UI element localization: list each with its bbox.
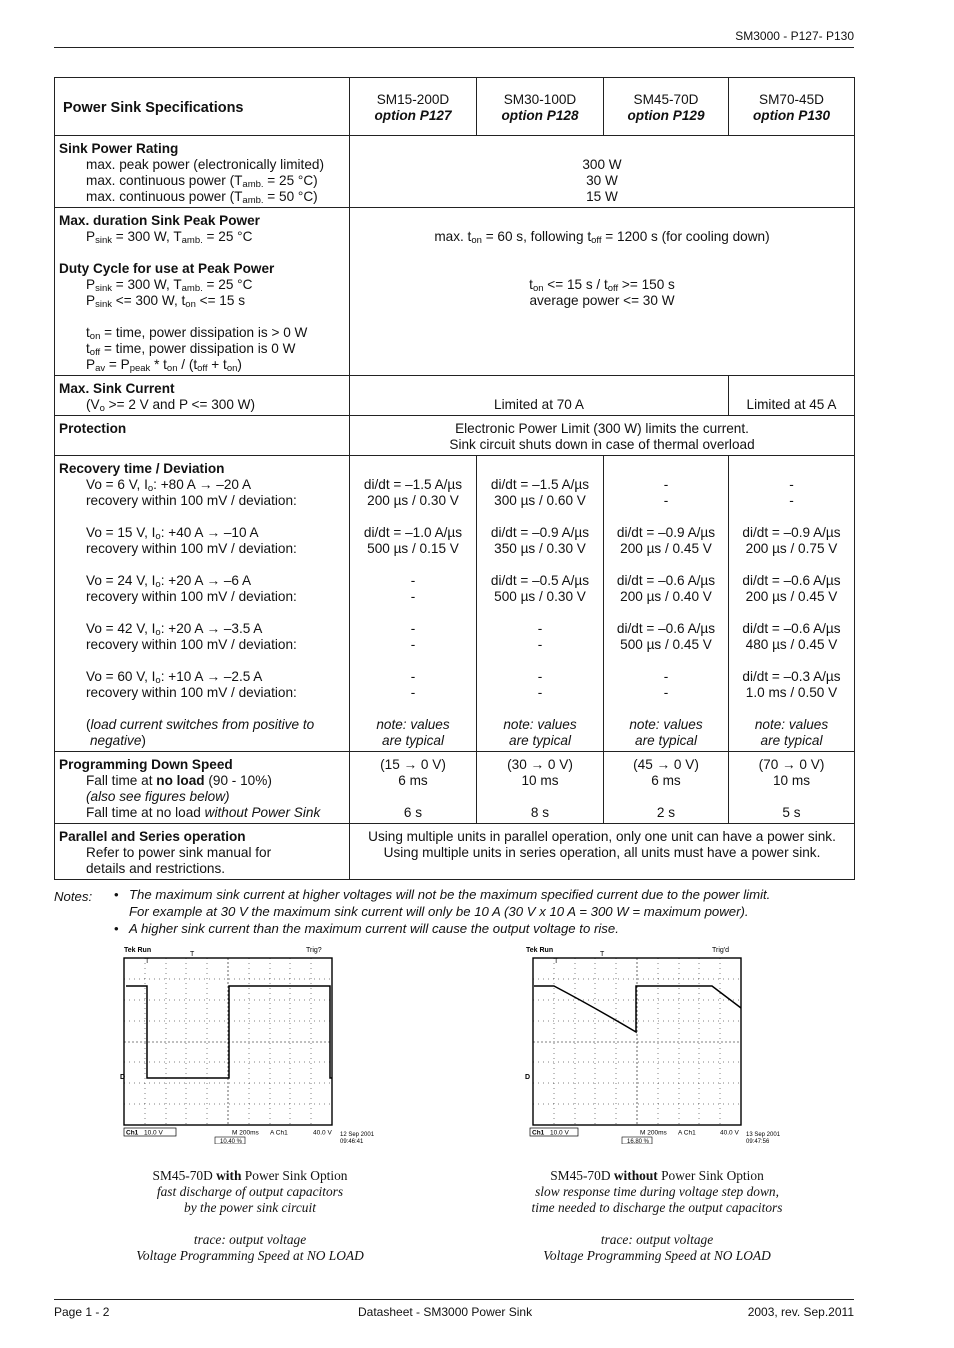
scope-timebase: M 200ms bbox=[640, 1129, 667, 1137]
caption-desc: slow response time during voltage step down, bbox=[535, 1184, 779, 1199]
model-header-p128 bbox=[477, 78, 604, 136]
model-header-p129 bbox=[604, 78, 729, 136]
model-option: option P129 bbox=[627, 108, 705, 123]
prog-speed-p130: (70 → 0 V) 10 ms 5 s bbox=[729, 752, 855, 824]
caption-trace: trace: output voltage bbox=[600, 1232, 714, 1247]
sink-power-row bbox=[55, 136, 855, 208]
recovery-sublabel: recovery within 100 mV / deviation: bbox=[86, 589, 297, 604]
svg-text:D: D bbox=[120, 1074, 126, 1081]
protection-values bbox=[350, 416, 855, 456]
cont-power-50-value: 15 W bbox=[586, 189, 618, 204]
peak-power-value: 300 W bbox=[582, 157, 622, 172]
cont-power-50-label: max. continuous power ($T_{amb.} = 50$ °C) bbox=[86, 189, 318, 206]
parallel-series-values bbox=[350, 824, 855, 880]
model-name: SM15-200D bbox=[376, 92, 450, 107]
sink-power-label bbox=[55, 136, 350, 208]
scope-status: Tek Run bbox=[526, 947, 554, 954]
recovery-p129: - - di/dt = –0.9 A/µs 200 µs / 0.45 V di/dt = –0.6 A/µs 200 µs / 0.40 V di/dt = –0.6 A/µs 500 µs / 0.45 V - - note: values are typical bbox=[604, 456, 729, 752]
protection-row bbox=[55, 416, 855, 456]
svg-text:T: T bbox=[145, 958, 150, 965]
document-reference: SM3000 - P127- P130 bbox=[735, 29, 854, 43]
recovery-p127: di/dt = –1.5 A/µs 200 µs / 0.30 V di/dt = –1.0 A/µs 500 µs / 0.15 V - - - - - - note: values are typical bbox=[350, 456, 477, 752]
peak-power-label: max. peak power (electronically limited) bbox=[86, 157, 324, 172]
protection-line: Sink circuit shuts down in case of thermal overload bbox=[449, 437, 755, 452]
recovery-condition: Vo = 6 V, $I_o$: +80 A → –20 A bbox=[86, 477, 252, 494]
protection-line: Electronic Power Limit (300 W) limits the current. bbox=[455, 421, 749, 436]
parallel-series-label bbox=[55, 824, 350, 880]
cont-power-25-value: 30 W bbox=[586, 173, 618, 188]
caption-title: SM45-70D without Power Sink Option bbox=[550, 1168, 764, 1183]
scope-caption-without-sink bbox=[497, 1168, 817, 1264]
model-option: option P128 bbox=[501, 108, 579, 123]
scope-screenshot-with-sink bbox=[120, 944, 378, 1144]
fall-time-noload: Fall time at no load (90 - 10%) bbox=[86, 773, 272, 788]
duty-value-2: average power <= 30 W bbox=[529, 293, 675, 308]
fall-time-without-sink: Fall time at no load without Power Sink bbox=[86, 805, 321, 820]
recovery-condition: Vo = 15 V, $I_o$: +40 A → –10 A bbox=[86, 525, 259, 542]
see-figures-note: (also see figures below) bbox=[86, 789, 230, 804]
parallel-desc: Refer to power sink manual for bbox=[86, 845, 272, 860]
max-current-condition: ($V_o >= 2$ V and P <= 300 W) bbox=[86, 397, 256, 414]
page-number: Page 1 - 2 bbox=[54, 1305, 110, 1319]
scope-trigger-status: Trig? bbox=[306, 947, 322, 954]
scope-trig-source: A Ch1 bbox=[270, 1129, 288, 1137]
row-heading: Protection bbox=[59, 421, 127, 436]
duty-value-1: $t_{on} <= 15$ $s / t_{off} >= 150$ s bbox=[529, 277, 675, 294]
scope-date: 13 Sep 2001 bbox=[746, 1132, 780, 1138]
parallel-desc: details and restrictions. bbox=[86, 861, 226, 876]
model-header-p127 bbox=[350, 78, 477, 136]
spec-table bbox=[54, 77, 855, 880]
parallel-line: Using multiple units in parallel operation, only one unit can have a power sink. bbox=[368, 829, 836, 844]
row-heading: Programming Down Speed bbox=[59, 757, 233, 772]
svg-text:T: T bbox=[190, 951, 195, 958]
max-current-label bbox=[55, 376, 350, 416]
model-name: SM45-70D bbox=[633, 92, 699, 107]
toff-definition: $t_{off}$ = time, power dissipation is 0 W bbox=[86, 341, 296, 358]
model-name: SM70-45D bbox=[759, 92, 824, 107]
duration-condition: $P_{sink} = 300$ W, $T_{amb.} = 25$ °C bbox=[86, 229, 253, 246]
scope-percent: 16.80 % bbox=[627, 1139, 650, 1144]
scope-time: 09:46:41 bbox=[340, 1139, 364, 1144]
table-title: Power Sink Specifications bbox=[63, 100, 244, 116]
recovery-p130: - - di/dt = –0.9 A/µs 200 µs / 0.75 V di/dt = –0.6 A/µs 200 µs / 0.45 V di/dt = –0.6 A/µs 480 µs / 0.45 V di/dt = –0.3 A/µs 1.0 ms / 0.50 V note: values are typical bbox=[729, 456, 855, 752]
caption-title: SM45-70D with Power Sink Option bbox=[152, 1168, 348, 1183]
max-current-row bbox=[55, 376, 855, 416]
scope-caption-with-sink bbox=[90, 1168, 410, 1264]
recovery-condition: Vo = 60 V, $I_o$: +10 A → –2.5 A bbox=[86, 669, 263, 686]
scope-timebase: M 200ms bbox=[232, 1129, 259, 1137]
recovery-label bbox=[55, 456, 350, 752]
recovery-sublabel: recovery within 100 mV / deviation: bbox=[86, 541, 297, 556]
note-item: • A higher sink current than the maximum current will cause the output voltage to rise. bbox=[129, 920, 854, 937]
caption-desc: by the power sink circuit bbox=[184, 1200, 316, 1215]
max-current-70a: Limited at 70 A bbox=[350, 376, 729, 416]
duration-value: max. $t_{on} = 60$ s, following $t_{off} = 1200$ s (for cooling down) bbox=[434, 229, 770, 246]
recovery-sublabel: recovery within 100 mV / deviation: bbox=[86, 685, 297, 700]
model-name: SM30-100D bbox=[503, 92, 577, 107]
spec-header-row bbox=[55, 78, 855, 136]
ton-definition: $t_{on}$ = time, power dissipation is > 0 W bbox=[86, 325, 308, 342]
duration-duty-values bbox=[350, 208, 855, 376]
footer-doc-title: Datasheet - SM3000 Power Sink bbox=[358, 1305, 533, 1319]
notes-label: Notes: bbox=[54, 889, 93, 904]
recovery-sublabel: recovery within 100 mV / deviation: bbox=[86, 493, 297, 508]
row-heading: Max. duration Sink Peak Power bbox=[59, 213, 260, 228]
recovery-footnote-cont: negative) bbox=[90, 733, 146, 748]
row-heading: Max. Sink Current bbox=[59, 381, 175, 396]
row-heading: Parallel and Series operation bbox=[59, 829, 246, 844]
footer-revision: 2003, rev. Sep.2011 bbox=[747, 1305, 854, 1319]
recovery-condition: Vo = 42 V, $I_o$: +20 A → –3.5 A bbox=[86, 621, 263, 638]
prog-speed-p129: (45 → 0 V) 6 ms 2 s bbox=[604, 752, 729, 824]
model-option: option P130 bbox=[752, 108, 831, 123]
recovery-p128: di/dt = –1.5 A/µs 300 µs / 0.60 V di/dt = –0.9 A/µs 350 µs / 0.30 V di/dt = –0.5 A/µs 500 µs / 0.30 V - - - - note: values are typical bbox=[477, 456, 604, 752]
table-title-cell bbox=[55, 78, 350, 136]
footer-rule bbox=[54, 1299, 854, 1300]
duty-condition-1: $P_{sink} = 300$ W, $T_{amb.} = 25$ °C bbox=[86, 277, 253, 294]
notes-section bbox=[54, 886, 854, 937]
scope-channel: Ch1 bbox=[126, 1129, 139, 1137]
svg-text:T: T bbox=[600, 951, 605, 958]
duration-duty-label bbox=[55, 208, 350, 376]
scope-percent: 10.40 % bbox=[220, 1139, 243, 1144]
caption-trace: Voltage Programming Speed at NO LOAD bbox=[543, 1248, 771, 1263]
scope-vscale: 10.0 V bbox=[550, 1129, 569, 1137]
scope-date: 12 Sep 2001 bbox=[340, 1132, 375, 1138]
caption-trace: trace: output voltage bbox=[193, 1232, 307, 1247]
model-option: option P127 bbox=[374, 108, 452, 123]
scope-vscale: 10.0 V bbox=[144, 1129, 163, 1137]
protection-label bbox=[55, 416, 350, 456]
recovery-condition: Vo = 24 V, $I_o$: +20 A → –6 A bbox=[86, 573, 252, 590]
scope-trigger-status: Trig'd bbox=[712, 947, 730, 954]
scope-trig-level: 40.0 V bbox=[313, 1129, 332, 1137]
duty-condition-2: $P_{sink} <= 300$ W, $t_{on} <= 15$ s bbox=[86, 293, 245, 310]
series-line: Using multiple units in series operation, all units must have a power sink. bbox=[383, 845, 821, 860]
row-heading: Sink Power Rating bbox=[59, 141, 179, 156]
model-header-p130 bbox=[729, 78, 855, 136]
caption-trace: Voltage Programming Speed at NO LOAD bbox=[136, 1248, 364, 1263]
scope-status: Tek Run bbox=[124, 947, 152, 954]
scope-time: 09:47:56 bbox=[746, 1139, 770, 1144]
svg-text:D: D bbox=[525, 1074, 531, 1081]
row-heading: Duty Cycle for use at Peak Power bbox=[59, 261, 275, 276]
caption-desc: fast discharge of output capacitors bbox=[156, 1184, 344, 1199]
duration-duty-row bbox=[55, 208, 855, 376]
scope-trig-source: A Ch1 bbox=[678, 1129, 696, 1137]
prog-speed-label bbox=[55, 752, 350, 824]
header-rule bbox=[54, 47, 854, 48]
note-item: • The maximum sink current at higher voltages will not be the maximum specified current due to the power limit. For example at 30 V the maximum sink current will only be 10 A (30 V x 10 A = 300 W = maximum power). bbox=[129, 886, 854, 920]
sink-power-values bbox=[350, 136, 855, 208]
recovery-row bbox=[55, 456, 855, 752]
prog-speed-p127: (15 → 0 V) 6 ms 6 s bbox=[350, 752, 477, 824]
pav-formula: $P_{av} = P_{peak} * t_{on} / (t_{off} + t_{on})$ bbox=[86, 357, 242, 374]
scope-screenshot-without-sink bbox=[522, 944, 780, 1144]
scope-channel: Ch1 bbox=[532, 1129, 545, 1137]
caption-desc: time needed to discharge the output capacitors bbox=[531, 1200, 783, 1215]
svg-text:T: T bbox=[554, 958, 559, 965]
prog-speed-row bbox=[55, 752, 855, 824]
prog-speed-p128: (30 → 0 V) 10 ms 8 s bbox=[477, 752, 604, 824]
max-current-45a: Limited at 45 A bbox=[729, 376, 855, 416]
scope-trig-level: 40.0 V bbox=[720, 1129, 739, 1137]
recovery-footnote: (load current switches from positive to bbox=[86, 717, 315, 732]
row-heading: Recovery time / Deviation bbox=[59, 461, 225, 476]
parallel-series-row bbox=[55, 824, 855, 880]
cont-power-25-label: max. continuous power ($T_{amb.} = 25$ °C) bbox=[86, 173, 318, 190]
recovery-sublabel: recovery within 100 mV / deviation: bbox=[86, 637, 297, 652]
